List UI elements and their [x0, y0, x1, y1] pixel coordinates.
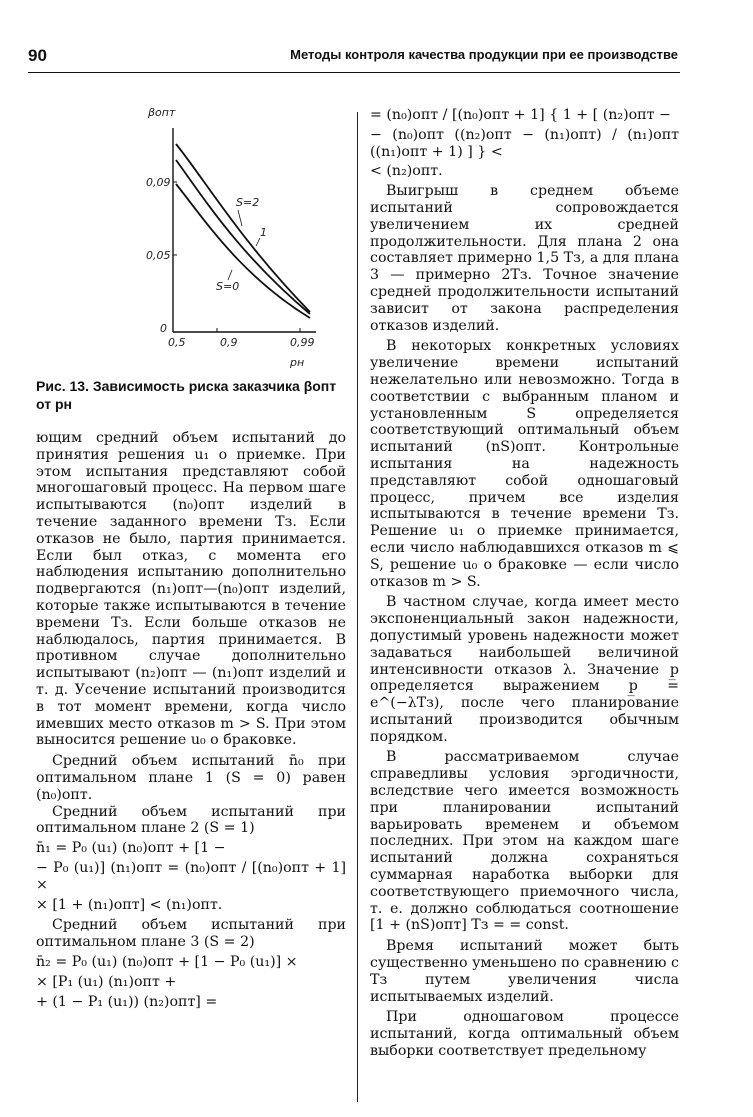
x-tick: 0,9 — [220, 336, 238, 349]
formula-line: − (n₀)опт ((n₂)опт − (n₁)опт) / (n₁)опт ((n₁)опт + 1) ] } < — [370, 126, 679, 160]
formula-line: × [1 + (n₁)опт] < (n₁)опт. — [36, 896, 223, 913]
paragraph: В некоторых конкретных условиях увеличение времени испытаний нежелательно или невозможно. Тогда в соответствии с выбранным планом и установленным S определяется соответствующий оптимальный объем испытаний (nS)опт. Контрольные испытания на надежность представляют собой одношаговый процесс, причем все изделия испытываются в течение времени Tз. Решение u₁ о приемке принимается, если число наблюдавшихся отказов m ⩽ S, решение u₀ о браковке — если число отказов m > S. — [370, 338, 679, 590]
page-header — [28, 46, 678, 68]
curve-s2 — [176, 144, 310, 312]
formula-line: < (n₂)опт. — [370, 163, 443, 180]
x-tick: 0,5 — [168, 336, 186, 349]
x-tick: 0,99 — [290, 336, 315, 349]
formula-line: n̄₁ = P₀ (u₁) (n₀)опт + [1 − — [36, 840, 226, 857]
curve-label: 1 — [260, 226, 267, 239]
column-divider — [357, 112, 358, 1102]
paragraph: В частном случае, когда имеет место экспоненциальный закон надежности, допустимый уровень надежности может задаваться наибольшей величиной интенсивности отказов λ. Значение p̲ определяется выражением p̲ = e^(−λTз), после чего планирование испытаний производится обычным порядком. — [370, 594, 679, 745]
page-number: 90 — [28, 46, 47, 65]
running-title: Методы контроля качества продукции при ее производстве — [290, 47, 678, 62]
formula-line: n̄₂ = P₀ (u₁) (n₀)опт + [1 − P₀ (u₁)] × — [36, 953, 298, 970]
formula-line: = (n₀)опт / [(n₀)опт + 1] { 1 + [ (n₂)опт − — [370, 107, 671, 123]
paragraph: При одношаговом процессе испытаний, когда оптимальный объем выборки соответствует предельному — [370, 1009, 679, 1060]
figure-caption: Рис. 13. Зависимость риска заказчика βопт от pн — [36, 378, 337, 412]
curve-label: S=0 — [216, 280, 240, 293]
formula-line: × [P₁ (u₁) (n₁)опт + — [36, 973, 177, 990]
paragraph: В рассматриваемом случае справедливы условия эргодичности, вследствие чего имеется возможность при планировании испытаний варьировать временем и объемом последних. При этом на каждом шаге испытаний должна сохраняться суммарная наработка выборки для соответствующего приемочного числа, т. е. должно соблюдаться соотношение [1 + (nS)опт] Tз = = const. — [370, 749, 679, 934]
formula-line: − P₀ (u₁)] (n₁)опт = (n₀)опт / [(n₀)опт + 1] × — [36, 859, 346, 893]
formula-line: + (1 − P₁ (u₁)) (n₂)опт] = — [36, 993, 218, 1010]
curve-label: S=2 — [236, 196, 260, 209]
y-tick: 0,05 — [146, 249, 171, 262]
paragraph: Средний объем испытаний при оптимальном плане 2 (S = 1) — [36, 803, 346, 837]
y-tick: 0 — [160, 322, 167, 335]
paragraph: Средний объем испытаний n̄₀ при оптимальном плане 1 (S = 0) равен (n₀)опт. — [36, 753, 346, 803]
paragraph: ющим средний объем испытаний до принятия решения u₁ о приемке. При этом испытания представляют собой многошаговый процесс. На первом шаге испытываются (n₀)опт изделий в течение заданного времени Tз. Если отказов не было, партия принимается. Если был отказ, с момента его наблюдения испытанию дополнительно подвергаются (n₁)опт—(n₀)опт изделий, которые также испытываются в течение времени Tз. Если больше отказов не наблюдалось, партия принимается. В противном случае дополнительно испытывают (n₂)опт — (n₁)опт изделий и т. д. Усечение испытаний производится в тот момент времени, когда число имевших место отказов m > S. При этом выносится решение u₀ о браковке. — [36, 430, 346, 749]
header-rule — [28, 72, 680, 73]
y-axis-label: βопт — [148, 106, 176, 119]
paragraph: Выигрыш в среднем объеме испытаний сопровождается увеличением их средней продолжительности. Для плана 2 она составляет примерно 1,5 Tз, а для плана 3 — примерно 2Tз. Точное значение средней продолжительности испытаний зависит от закона распределения отказов изделий. — [370, 183, 679, 334]
figure-chart — [120, 100, 340, 372]
y-tick: 0,09 — [146, 176, 171, 189]
right-column — [370, 104, 679, 1060]
paragraph: Время испытаний может быть существенно уменьшено по сравнению с Tз путем увеличения числа испытываемых изделий. — [370, 938, 679, 1005]
paragraph: Средний объем испытаний при оптимальном плане 3 (S = 2) — [36, 917, 346, 951]
left-column — [36, 430, 346, 1013]
x-axis-label: pн — [290, 356, 305, 369]
